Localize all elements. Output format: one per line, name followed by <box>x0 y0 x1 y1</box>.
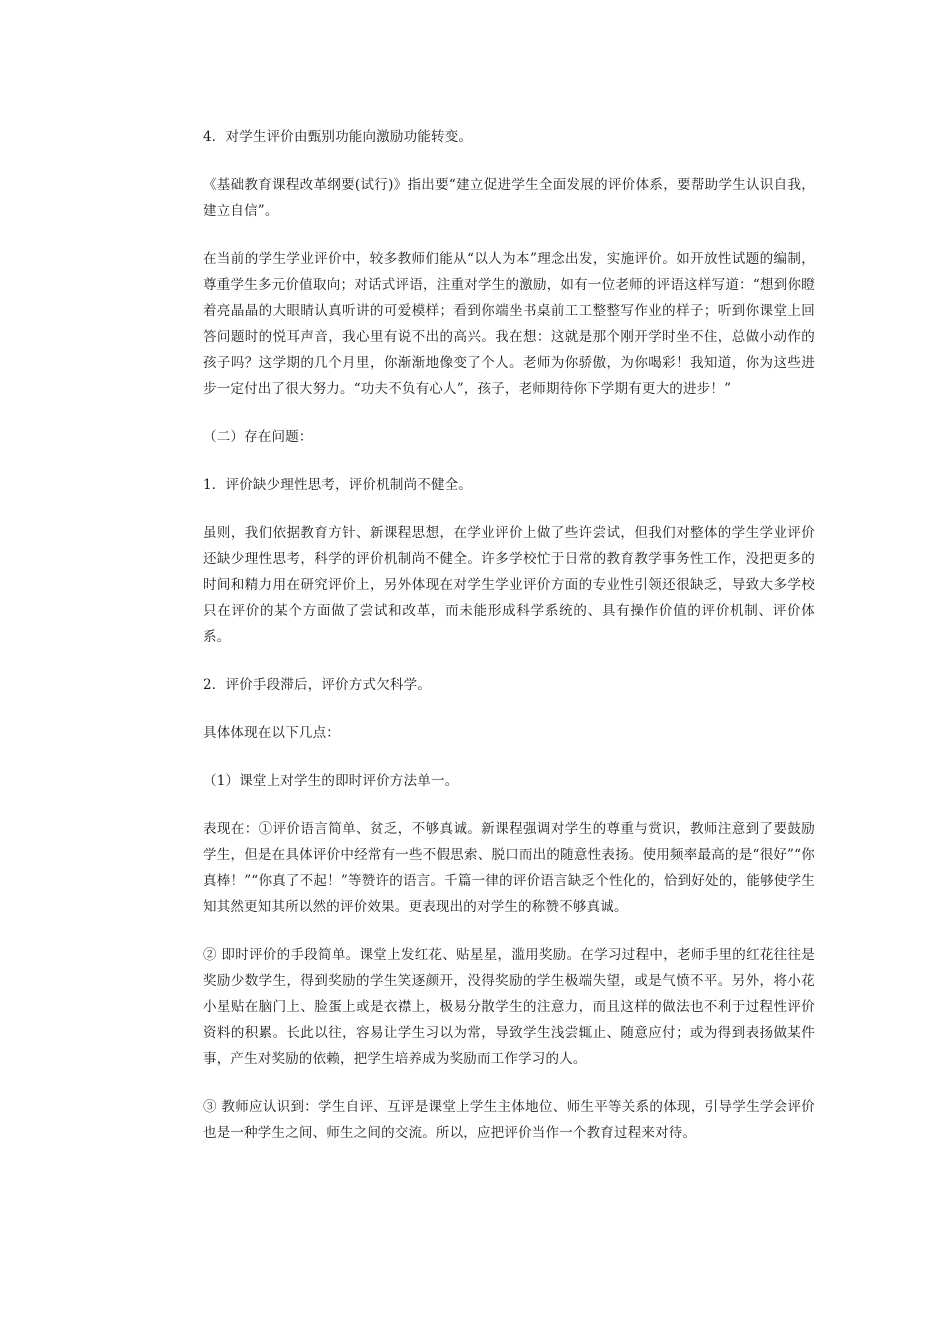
document-body <box>203 124 815 1168</box>
subheading-classroom-evaluation: （1）课堂上对学生的即时评价方法单一。 <box>203 773 459 789</box>
section-heading-problems: （二）存在问题： <box>203 429 313 445</box>
heading-problem-2: 2．评价手段滞后，评价方式欠科学。 <box>203 677 431 693</box>
paragraph-details-intro: 具体体现在以下几点： <box>203 725 340 741</box>
paragraph-current-evaluation: 在当前的学生学业评价中，较多教师们能从“以人为本”理念出发，实施评价。如开放性试题的编制，尊重学生多元价值取向；对话式评语，注重对学生的激励，如有一位老师的评语这样写道：“想到你瞪着亮晶晶的大眼睛认真听讲的可爱模样；看到你端坐书桌前工工整整写作业的样子；听到你课堂上回答问题时的悦耳声音，我心里有说不出的高兴。我在想：这就是那个刚开学时坐不住，总做小动作的孩子吗？这学期的几个月里，你渐渐地像变了个人。老师为你骄傲，为你喝彩！我知道，你为这些进步一定付出了很大努力。“功夫不负有心人”，孩子，老师期待你下学期有更大的进步！” <box>203 251 815 397</box>
paragraph-outline-quote: 《基础教育课程改革纲要(试行)》指出要“建立促进学生全面发展的评价体系，要帮助学生认识自我，建立自信”。 <box>203 177 815 219</box>
paragraph-point-2: ② 即时评价的手段简单。课堂上发红花、贴星星，滥用奖励。在学习过程中，老师手里的红花往往是奖励少数学生，得到奖励的学生笑逐颜开，没得奖励的学生极端失望，或是气愤不平。另外，将小花小星贴在脑门上、脸蛋上或是衣襟上，极易分散学生的注意力，而且这样的做法也不利于过程性评价资料的积累。长此以往，容易让学生习以为常，导致学生浅尝辄止、随意应付；或为得到表扬做某件事，产生对奖励的依赖，把学生培养成为奖励而工作学习的人。 <box>203 947 815 1067</box>
heading-problem-1: 1．评价缺少理性思考，评价机制尚不健全。 <box>203 477 473 493</box>
heading-item-4: 4．对学生评价由甄别功能向激励功能转变。 <box>203 129 473 145</box>
paragraph-point-1: 表现在：①评价语言简单、贫乏，不够真诚。新课程强调对学生的尊重与赏识，教师注意到了要鼓励学生，但是在具体评价中经常有一些不假思索、脱口而出的随意性表扬。使用频率最高的是“很好”“你真棒！”“你真了不起！”等赞许的语言。千篇一律的评价语言缺乏个性化的，恰到好处的，能够使学生知其然更知其所以然的评价效果。更表现出的对学生的称赞不够真诚。 <box>203 821 815 915</box>
paragraph-problem-1: 虽则，我们依据教育方针、新课程思想，在学业评价上做了些许尝试，但我们对整体的学生学业评价还缺少理性思考，科学的评价机制尚不健全。许多学校忙于日常的教育教学事务性工作，没把更多的时间和精力用在研究评价上，另外体现在对学生学业评价方面的专业性引领还很缺乏，导致大多学校只在评价的某个方面做了尝试和改革，而未能形成科学系统的、具有操作价值的评价机制、评价体系。 <box>203 525 815 645</box>
paragraph-point-3: ③ 教师应认识到：学生自评、互评是课堂上学生主体地位、师生平等关系的体现，引导学生学会评价也是一种学生之间、师生之间的交流。所以，应把评价当作一个教育过程来对待。 <box>203 1099 815 1141</box>
